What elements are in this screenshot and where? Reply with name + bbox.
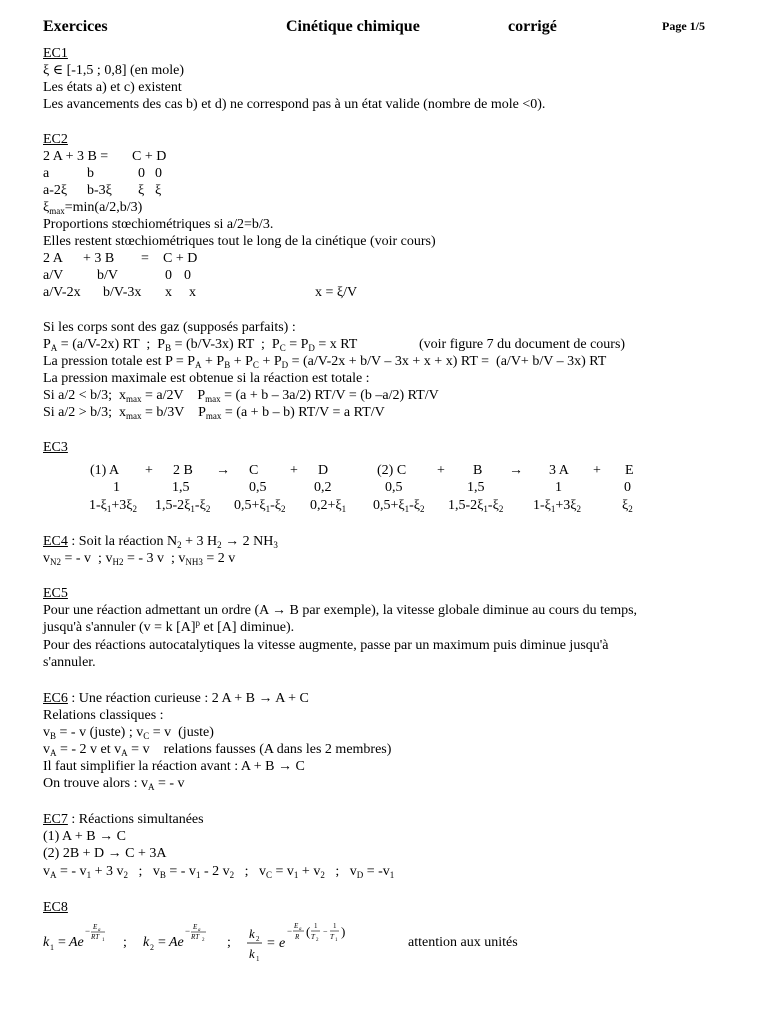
page-header	[43, 18, 723, 38]
ec5-line-1: Pour une réaction admettant un ordre (A → B par exemple), la vitesse globale diminue au cours du temps,	[43, 603, 638, 618]
ec2-max-case-1: Si a/2 < b/3; $x_{max} = a/2V$ $P_{max} = (a + b - 3a/2) RT/V = (b$ –a/2) RT/V	[43, 388, 439, 404]
ec2-equation-2: 2 A + 3 B = C + D	[43, 251, 198, 266]
svg-text:1: 1	[314, 922, 318, 930]
svg-text:RT: RT	[91, 933, 100, 941]
svg-text:=: =	[158, 935, 166, 950]
svg-text:2: 2	[150, 943, 154, 952]
svg-text:T: T	[330, 933, 334, 941]
ec1-line-1: ξ ∈ [-1,5 ; 0,8] (en mole)	[43, 63, 185, 78]
svg-text:k: k	[249, 926, 255, 941]
ec4-statement: EC4 : Soit la réaction $N_2 + 3$ $H_2 \to 2$ $NH_3$	[43, 534, 278, 550]
svg-text:T: T	[311, 933, 315, 941]
svg-text:RT: RT	[191, 933, 200, 941]
svg-text:E: E	[93, 923, 98, 931]
ec1-line-3: Les avancements des cas b) et d) ne correspond pas à un état valide (nombre de mole <0).	[43, 97, 546, 112]
ec6-line-5: On trouve alors : $v_A$ = - v	[43, 776, 185, 792]
ec2-max-case-2: Si a/2 > b/3; $x_{max} = b/3V$ $P_{max} = (a + b - b) RT/V = a$ RT/V	[43, 405, 385, 421]
ec5-line-3: Pour des réactions autocatalytiques la vitesse augmente, passe par un maximum puis diminue jusqu'à	[43, 638, 609, 653]
ec2-row-progress: a-2ξ b-3ξ ξ ξ	[43, 183, 162, 198]
svg-text:;: ;	[123, 935, 127, 950]
ec8-title: EC8	[43, 900, 68, 915]
svg-text:E: E	[193, 923, 198, 931]
ec1-line-2: Les états a) et c) existent	[43, 80, 182, 95]
ec2-equation-1: 2 A + 3 B = C + D	[43, 149, 167, 164]
svg-text:Ae: Ae	[169, 935, 184, 950]
ec8-arrhenius-formulas	[43, 914, 363, 966]
svg-text:a: a	[98, 928, 101, 933]
svg-text:1: 1	[256, 955, 260, 963]
ec6-line-1: Relations classiques :	[43, 708, 164, 723]
ec5-line-2: jusqu'à s'annuler (v = k $[A]^p$ et [A] diminue).	[43, 618, 295, 635]
header-title: Cinétique chimique	[286, 18, 420, 35]
svg-text:k: k	[143, 935, 150, 950]
ec4-rates: $v_{N2}$ = - v ; $v_{H2}$ = - 3 v ; $v_{NH3} = 2$ v	[43, 551, 236, 567]
ec2-stoichiometric: Elles restent stœchiométriques tout le long de la cinétique (voir cours)	[43, 234, 436, 249]
ec3-title: EC3	[43, 440, 68, 455]
ec2-total-pressure: La pression totale est $P = P_A + P_B + P_C + P_D = (a/V-2x + b/V - 3x + x + x)$ RT = (a/V+ b/V – 3x) RT	[43, 354, 607, 370]
svg-text:Ae: Ae	[69, 935, 84, 950]
ec2-row-conc-initial: a/V b/V 0 0	[43, 268, 191, 283]
ec2-max-pressure-intro: La pression maximale est obtenue si la réaction est totale :	[43, 371, 370, 386]
ec6-line-4: Il faut simplifier la réaction avant : A + B → C	[43, 759, 305, 774]
svg-text:E: E	[294, 922, 299, 930]
ec6-statement: EC6 : Une réaction curieuse : 2 A + B → A + C	[43, 691, 309, 706]
ec5-title: EC5	[43, 586, 68, 601]
svg-text:2: 2	[256, 935, 260, 943]
svg-text:(: (	[306, 924, 311, 939]
svg-text:1: 1	[333, 922, 337, 930]
svg-text:R: R	[295, 933, 300, 941]
svg-text:k: k	[249, 946, 255, 961]
svg-text:−: −	[323, 927, 328, 936]
ec2-title: EC2	[43, 132, 68, 147]
header-left: Exercices	[43, 18, 108, 35]
ec2-row-conc-progress: a/V-2x b/V-3x x x x = ξ/V	[43, 285, 358, 300]
ec7-reaction-1: (1) A + B → C	[43, 829, 126, 844]
svg-text:e: e	[279, 936, 286, 951]
svg-text:k: k	[43, 935, 50, 950]
svg-text:−: −	[85, 926, 91, 936]
header-status: corrigé	[508, 18, 557, 35]
ec7-rates: $v_A$ = - $v_1 + 3$ $v_2$ ; $v_B$ = - $v_1 - 2$ $v_2$ ; $v_C = v_1 + v_2$ ; $v_D = -v_1$	[43, 864, 395, 880]
svg-text:1: 1	[335, 938, 338, 943]
svg-text:1: 1	[102, 938, 105, 943]
ec6-line-3: $v_A$ = - 2 v et $v_A = v$ relations fausses (A dans les 2 membres)	[43, 742, 392, 758]
svg-text:): )	[341, 924, 346, 939]
ec7-reaction-2: (2) 2B + D → C + 3A	[43, 846, 167, 861]
ec7-statement: EC7 : Réactions simultanées	[43, 812, 204, 827]
ec6-line-2: $v_B$ = - v (juste) ; $v_C = v$ (juste)	[43, 725, 214, 741]
ec2-row-initial: a b 0 0	[43, 166, 162, 181]
page-number: Page 1/5	[662, 19, 705, 33]
document-page: Exercices Cinétique chimique corrigé Page 1/5 EC1 ξ ∈ [-1,5 ; 0,8] (en mole) Les états a) et c) existent Les avancements des cas b) et d) ne correspond pas à un état valide (nombre de mole <0). EC2 2 A + 3 B = C + D a b 0 0 a-2ξ b-3ξ ξ ξ $\xi_{max}=\min(a/2,b/3)$ Proportions stœchiométriques si a/2=b/3. Elles restent stœchiométriques tout le long de la cinétique (voir cours) 2 A + 3 B = C + D a/V b/V 0 0 a/V-2x b/V-3x x x x = ξ/V Si les corps sont des gaz (supposés parfaits) : $P_A = (a/V-2x)$ RT ; $P_B = (b/V-3x)$ RT ; $P_C = P_D = x$ RT (voir figure 7 du document de cours) La pression totale est $P = P_A + P_B + P_C + P_D = (a/V-2x + b/V - 3x + x + x)$ RT = (a/V+ b/V – 3x) RT La pression maximale est obtenue si la réaction est totale : Si a/2 < b/3; $x_{max} = a/2V$ $P_{max} = (a + b - 3a/2) RT/V = (b$ –a/2) RT/V Si a/2 > b/3; $x_{max} = b/3V$ $P_{max} = (a + b - b) RT/V = a$ RT/V EC3 (1) A + 2 B → C + D (2) C + B → 3 A + E 1 1,5 0,5 0,2 0,5 1,5 1 0 $1-\xi_1+3\xi_2$ $1,5-2\xi_1-\xi_2$ $0,5+\xi_1-\xi_2$ $0,2+\xi_1$ $0,5+\xi_1-\xi_2$ $1,5-2\xi_1-\xi_2$ $1-\xi_1+3\xi_2$ $\xi_2$ EC4 : Soit la réaction $N_2 + 3$ $H_2 \to 2$ $NH_3$ $v_{N2}$ = - v ; $v_{H2}$ = - 3 v ; $v_{NH3} = 2$ v EC5 Pour une réaction admettant un ordre (A → B par exemple), la vitesse globale diminue au cours du temps, jusqu'à s'annuler (v = k $[A]^p$ et [A] diminue). Pour des réactions autocatalytiques la vitesse augmente, passe par un maximum puis diminue jusqu'à s'annuler. EC6 : Une réaction curieuse : 2 A + B → A + C Relations classiques : $v_B$ = - v (juste) ; $v_C = v$ (juste) $v_A$ = - 2 v et $v_A = v$ relations fausses (A dans les 2 membres) Il faut simplifier la réaction avant : A + B → C On trouve alors : $v_A$ = - v EC7 : Réactions simultanées (1) A + B → C (2) 2B + D → C + 3A $v_A$ = - $v_1 + 3$ $v_2$ ; $v_B$ = - $v_1 - 2$ $v_2$ ; $v_C = v_1 + v_2$ ; $v_D = -v_1$ EC8 k 1 = Ae − E a RT 1 ; k 2 = Ae − E a RT 2 ; k 2 k 1 = e − E a R ( 1 T 2 − 1 T 1 ) attention aux unités	[0, 0, 768, 1024]
svg-text:2: 2	[316, 938, 319, 943]
ec5-line-4: s'annuler.	[43, 655, 96, 670]
ec8-units-note: attention aux unités	[408, 935, 518, 950]
svg-text:=: =	[58, 935, 66, 950]
svg-text:=: =	[267, 936, 275, 951]
ec2-xi-max: $\xi_{max}=\min(a/2,b/3)$	[43, 200, 143, 216]
ec2-partial-pressures: $P_A = (a/V-2x)$ RT ; $P_B = (b/V-3x)$ RT ; $P_C = P_D = x$ RT (voir figure 7 du document de cours)	[43, 337, 626, 353]
svg-text:a: a	[198, 928, 201, 933]
svg-text:a: a	[299, 927, 302, 932]
ec2-gas-intro: Si les corps sont des gaz (supposés parfaits) :	[43, 320, 296, 335]
svg-text:2: 2	[202, 938, 205, 943]
ec2-proportions: Proportions stœchiométriques si a/2=b/3.	[43, 217, 274, 232]
svg-text:−: −	[185, 926, 191, 936]
ec1-title: EC1	[43, 46, 68, 61]
svg-text:1: 1	[50, 943, 54, 952]
svg-text:−: −	[287, 926, 293, 936]
svg-text:;: ;	[227, 935, 231, 950]
